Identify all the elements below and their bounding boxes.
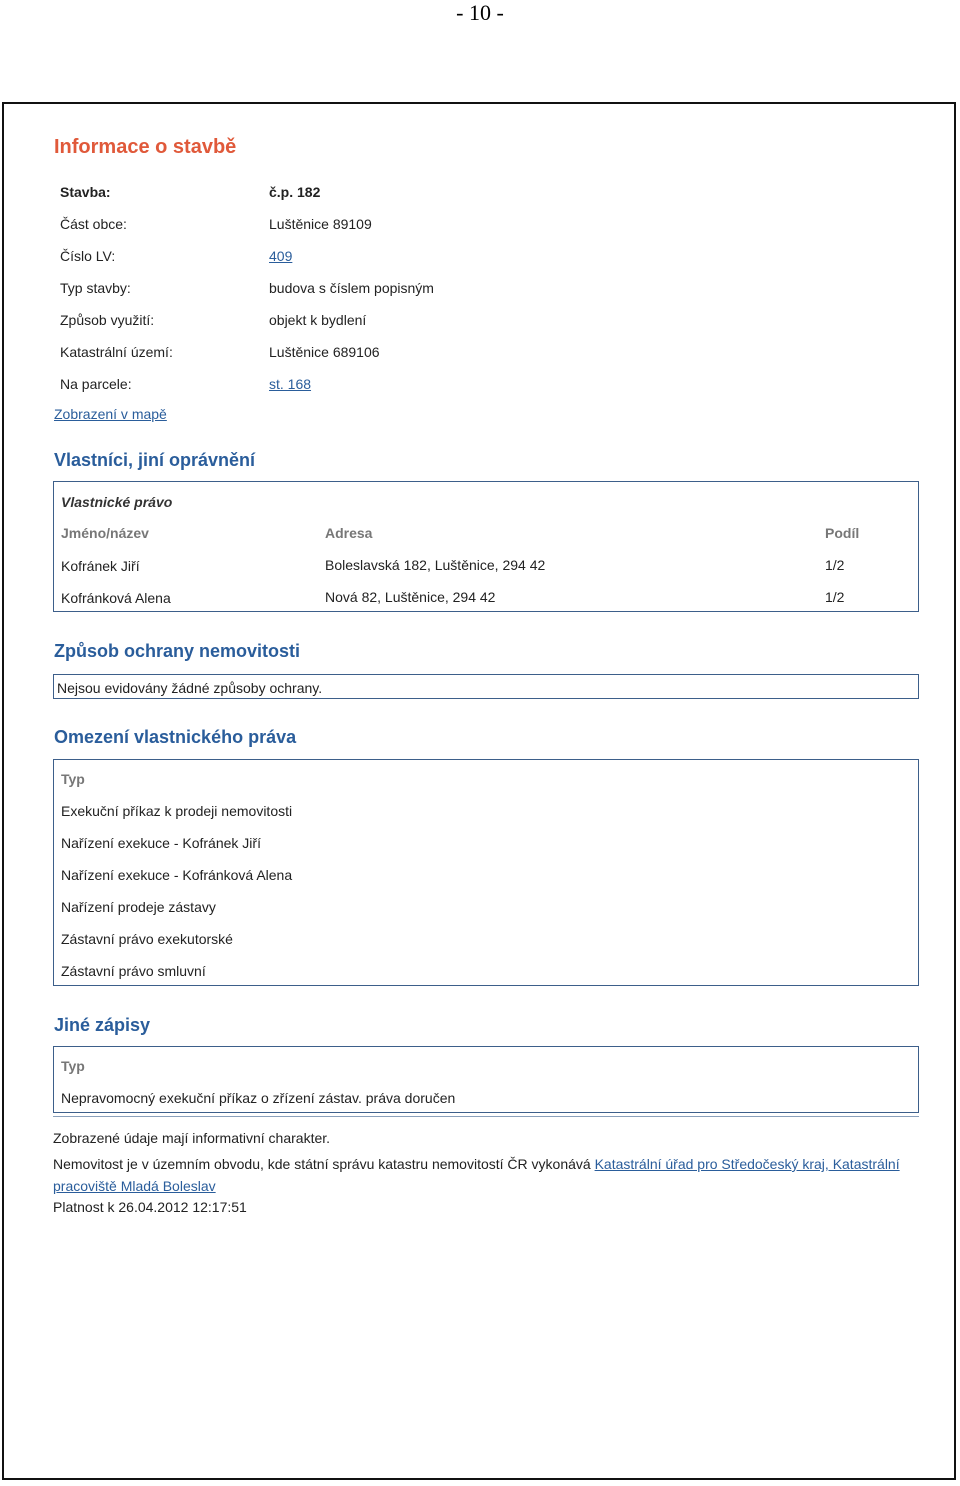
owner-name: Kofránek Jiří <box>61 558 140 574</box>
owners-header-address: Adresa <box>325 525 373 541</box>
owners-header-share: Podíl <box>825 525 860 541</box>
label-building: Stavba: <box>60 184 111 200</box>
value-municipality-part: Luštěnice 89109 <box>269 216 372 232</box>
divider <box>53 1116 919 1117</box>
label-usage: Způsob využití: <box>60 312 155 328</box>
owner-address: Boleslavská 182, Luštěnice, 294 42 <box>325 557 546 573</box>
label-parcel: Na parcele: <box>60 376 132 392</box>
lv-number-link[interactable]: 409 <box>269 248 293 264</box>
restriction-item: Exekuční příkaz k prodeji nemovitosti <box>61 803 293 819</box>
other-record-item: Nepravomocný exekuční příkaz o zřízení zástav. práva doručen <box>61 1090 456 1106</box>
restriction-item: Nařízení exekuce - Kofránková Alena <box>61 867 293 883</box>
label-lv-number: Číslo LV: <box>60 248 116 264</box>
restriction-item: Nařízení exekuce - Kofránek Jiří <box>61 835 261 851</box>
validity-timestamp: Platnost k 26.04.2012 12:17:51 <box>53 1199 247 1215</box>
value-building: č.p. 182 <box>269 184 321 200</box>
label-municipality-part: Část obce: <box>60 216 127 232</box>
protection-text: Nejsou evidovány žádné způsoby ochrany. <box>57 680 323 696</box>
restriction-item: Zástavní právo smluvní <box>61 963 206 979</box>
building-info-title: Informace o stavbě <box>54 136 237 158</box>
owner-address: Nová 82, Luštěnice, 294 42 <box>325 589 496 605</box>
page-number: - 10 - <box>456 0 504 25</box>
value-building-type: budova s číslem popisným <box>269 280 434 296</box>
parcel-link[interactable]: st. 168 <box>269 376 312 392</box>
label-cadastral-area: Katastrální území: <box>60 344 173 360</box>
other-records-title: Jiné zápisy <box>54 1015 151 1035</box>
ownership-right-title: Vlastnické právo <box>61 494 173 510</box>
label-building-type: Typ stavby: <box>60 280 131 296</box>
cadastral-office-link-continued[interactable]: pracoviště Mladá Boleslav <box>53 1178 216 1194</box>
office-note <box>53 1153 913 1197</box>
protection-title: Způsob ochrany nemovitosti <box>54 641 301 661</box>
restriction-item: Zástavní právo exekutorské <box>61 931 233 947</box>
value-cadastral-area: Luštěnice 689106 <box>269 344 380 360</box>
other-records-header-type: Typ <box>61 1058 85 1074</box>
restrictions-header-type: Typ <box>61 771 85 787</box>
value-usage: objekt k bydlení <box>269 312 367 328</box>
owner-name: Kofránková Alena <box>61 590 171 606</box>
owners-header-name: Jméno/název <box>61 525 149 541</box>
owners-title: Vlastníci, jiní oprávnění <box>54 450 256 470</box>
restrictions-title: Omezení vlastnického práva <box>54 727 297 747</box>
informative-note: Zobrazené údaje mají informativní charakter. <box>53 1130 331 1146</box>
restriction-item: Nařízení prodeje zástavy <box>61 899 216 915</box>
map-view-link[interactable]: Zobrazení v mapě <box>54 406 167 422</box>
owner-share: 1/2 <box>825 557 845 573</box>
owner-share: 1/2 <box>825 589 845 605</box>
office-note-text: Nemovitost je v územním obvodu, kde státní správu katastru nemovitostí ČR vykonává <box>53 1156 591 1172</box>
cadastral-office-link[interactable]: Katastrální úřad pro Středočeský kraj, Katastrální <box>594 1156 900 1172</box>
